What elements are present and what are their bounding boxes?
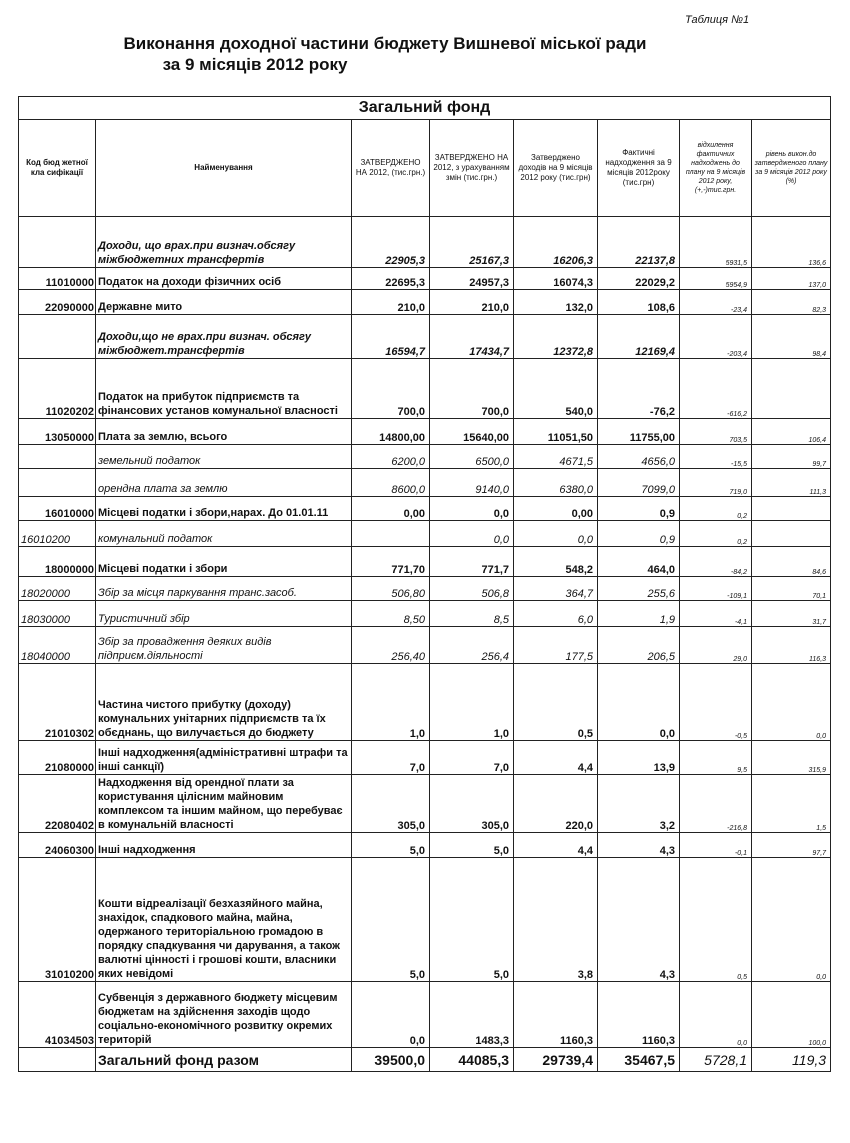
row-approved: 771,70	[352, 547, 430, 577]
row-approved-changes: 7,0	[430, 741, 514, 775]
row-level: 116,3	[752, 627, 831, 664]
row-approved-changes: 210,0	[430, 290, 514, 315]
row-actual: 464,0	[598, 547, 680, 577]
row-approved-9m: 132,0	[514, 290, 598, 315]
table-row	[19, 627, 831, 664]
table-row	[19, 217, 831, 268]
row-approved-9m: 0,0	[514, 521, 598, 547]
row-level	[752, 497, 831, 521]
row-approved-changes: 256,4	[430, 627, 514, 664]
header-level: рівень викон.до затвердженого плану за 9 місяців 2012 року (%)	[752, 120, 831, 217]
row-approved: 506,80	[352, 577, 430, 601]
row-code: 31010200	[19, 858, 96, 982]
row-approved-9m: 4671,5	[514, 445, 598, 469]
row-name: Податок на прибуток підприємств та фінансових установ комунальної власності	[96, 359, 352, 419]
row-actual: 12169,4	[598, 315, 680, 359]
row-actual: 7099,0	[598, 469, 680, 497]
row-name: Доходи,що не врах.при визнач. обсягу міжбюджет.трансфертів	[96, 315, 352, 359]
row-deviation: -0,5	[680, 664, 752, 741]
row-level: 70,1	[752, 577, 831, 601]
row-code: 11020202	[19, 359, 96, 419]
row-name: Надходження від орендної плати за користування цілісним майновим комплексом та іншим майном, що перебуває в комунальній власності	[96, 775, 352, 833]
row-code: 16010200	[19, 521, 96, 547]
row-code	[19, 315, 96, 359]
row-level: 99,7	[752, 445, 831, 469]
total-actual: 35467,5	[598, 1048, 680, 1072]
row-approved: 8,50	[352, 601, 430, 627]
row-name: Місцеві податки і збори	[96, 547, 352, 577]
row-approved-changes: 6500,0	[430, 445, 514, 469]
row-approved: 22905,3	[352, 217, 430, 268]
row-approved: 7,0	[352, 741, 430, 775]
row-approved: 0,00	[352, 497, 430, 521]
row-name: Податок на доходи фізичних осіб	[96, 268, 352, 290]
row-deviation: -203,4	[680, 315, 752, 359]
row-name: Кошти відреалізації безхазяйного майна, знахідок, спадкового майна, майна, одержаного територіальною громадою в порядку спадкування чи дарування, а також валютні цінності і грошові кошти, власники яких невідомі	[96, 858, 352, 982]
table-row	[19, 521, 831, 547]
row-deviation: 5931,5	[680, 217, 752, 268]
row-deviation: 0,2	[680, 497, 752, 521]
row-level: 82,3	[752, 290, 831, 315]
row-actual: 22137,8	[598, 217, 680, 268]
row-code: 11010000	[19, 268, 96, 290]
row-approved-changes: 0,0	[430, 521, 514, 547]
row-approved-changes: 15640,00	[430, 419, 514, 445]
header-code: Код бюд жетної кла сифікації	[19, 120, 96, 217]
table-row	[19, 445, 831, 469]
row-code: 21080000	[19, 741, 96, 775]
row-deviation: -4,1	[680, 601, 752, 627]
row-actual: 0,9	[598, 497, 680, 521]
row-name: Збір за провадження деяких видів підприєм.діяльності	[96, 627, 352, 664]
row-name: Державне мито	[96, 290, 352, 315]
row-approved: 0,0	[352, 982, 430, 1048]
row-approved: 700,0	[352, 359, 430, 419]
table-row	[19, 858, 831, 982]
row-actual: 255,6	[598, 577, 680, 601]
row-approved-changes: 24957,3	[430, 268, 514, 290]
row-approved-9m: 4,4	[514, 833, 598, 858]
header-approved-changes: ЗАТВЕРДЖЕНО НА 2012, з урахуванням змін (тис.грн.)	[430, 120, 514, 217]
row-approved-9m: 540,0	[514, 359, 598, 419]
row-name: Субвенція з державного бюджету місцевим бюджетам на здійснення заходів щодо соціально-економічного розвитку окремих територій	[96, 982, 352, 1048]
row-actual: 22029,2	[598, 268, 680, 290]
row-code	[19, 217, 96, 268]
row-level: 97,7	[752, 833, 831, 858]
row-level	[752, 359, 831, 419]
total-level: 119,3	[752, 1048, 831, 1072]
table-row	[19, 419, 831, 445]
row-name: Доходи, що врах.при визнач.обсягу міжбюджетних трансфертів	[96, 217, 352, 268]
total-approved-9m: 29739,4	[514, 1048, 598, 1072]
row-code: 24060300	[19, 833, 96, 858]
row-level: 0,0	[752, 664, 831, 741]
row-approved: 8600,0	[352, 469, 430, 497]
row-approved-9m: 0,5	[514, 664, 598, 741]
header-deviation: відхилення фактичних надходжень до плану на 9 місяців 2012 року, (+,-)тис.грн.	[680, 120, 752, 217]
row-approved-changes: 17434,7	[430, 315, 514, 359]
row-approved-changes: 9140,0	[430, 469, 514, 497]
row-deviation: -15,5	[680, 445, 752, 469]
row-approved-changes: 5,0	[430, 858, 514, 982]
row-approved-9m: 4,4	[514, 741, 598, 775]
table-row	[19, 664, 831, 741]
total-approved-changes: 44085,3	[430, 1048, 514, 1072]
row-name: земельний податок	[96, 445, 352, 469]
row-approved: 14800,00	[352, 419, 430, 445]
row-deviation: 0,5	[680, 858, 752, 982]
row-deviation: -216,8	[680, 775, 752, 833]
table-row	[19, 775, 831, 833]
header-name: Найменування	[96, 120, 352, 217]
row-name: орендна плата за землю	[96, 469, 352, 497]
row-approved	[352, 521, 430, 547]
table-row	[19, 577, 831, 601]
document-subtitle: за 9 місяців 2012 року	[162, 55, 348, 74]
row-level	[752, 521, 831, 547]
row-code: 21010302	[19, 664, 96, 741]
table-row	[19, 601, 831, 627]
row-level: 31,7	[752, 601, 831, 627]
row-approved-changes: 0,0	[430, 497, 514, 521]
row-level: 0,0	[752, 858, 831, 982]
row-approved: 6200,0	[352, 445, 430, 469]
row-approved: 305,0	[352, 775, 430, 833]
row-level: 100,0	[752, 982, 831, 1048]
row-code: 22080402	[19, 775, 96, 833]
header-row	[19, 120, 831, 217]
fund-header: Загальний фонд	[19, 97, 831, 120]
row-approved-9m: 177,5	[514, 627, 598, 664]
row-code: 16010000	[19, 497, 96, 521]
row-code	[19, 469, 96, 497]
row-code: 22090000	[19, 290, 96, 315]
row-deviation: 0,2	[680, 521, 752, 547]
row-name: комунальний податок	[96, 521, 352, 547]
row-approved-changes: 700,0	[430, 359, 514, 419]
row-actual: 1,9	[598, 601, 680, 627]
row-deviation: -616,2	[680, 359, 752, 419]
total-approved: 39500,0	[352, 1048, 430, 1072]
row-code	[19, 445, 96, 469]
row-level: 98,4	[752, 315, 831, 359]
total-name: Загальний фонд разом	[96, 1048, 352, 1072]
row-actual: 1160,3	[598, 982, 680, 1048]
row-approved-9m: 220,0	[514, 775, 598, 833]
total-row	[19, 1048, 831, 1072]
row-approved-9m: 0,00	[514, 497, 598, 521]
table-row	[19, 268, 831, 290]
row-approved-changes: 771,7	[430, 547, 514, 577]
total-code	[19, 1048, 96, 1072]
row-name: Інші надходження(адміністративні штрафи та інші санкції)	[96, 741, 352, 775]
row-approved-9m: 6380,0	[514, 469, 598, 497]
row-actual: -76,2	[598, 359, 680, 419]
table-row	[19, 315, 831, 359]
row-approved-changes: 305,0	[430, 775, 514, 833]
row-name: Місцеві податки і збори,нарах. До 01.01.11	[96, 497, 352, 521]
row-deviation: -109,1	[680, 577, 752, 601]
row-approved-9m: 364,7	[514, 577, 598, 601]
document-title: Виконання доходної частини бюджету Вишневої міської ради	[123, 34, 647, 53]
header-actual: Фактичні надходження за 9 місяців 2012року (тис.грн)	[598, 120, 680, 217]
row-actual: 0,0	[598, 664, 680, 741]
revenue-table	[18, 96, 831, 1072]
row-approved-changes: 25167,3	[430, 217, 514, 268]
row-deviation: 0,0	[680, 982, 752, 1048]
row-approved-9m: 6,0	[514, 601, 598, 627]
row-deviation: 719,0	[680, 469, 752, 497]
row-actual: 3,2	[598, 775, 680, 833]
row-approved-changes: 1483,3	[430, 982, 514, 1048]
row-name: Туристичний збір	[96, 601, 352, 627]
row-approved: 16594,7	[352, 315, 430, 359]
row-approved-changes: 8,5	[430, 601, 514, 627]
row-code: 18030000	[19, 601, 96, 627]
row-actual: 108,6	[598, 290, 680, 315]
row-approved: 1,0	[352, 664, 430, 741]
row-approved-9m: 11051,50	[514, 419, 598, 445]
header-approved: ЗАТВЕРДЖЕНО НА 2012, (тис.грн.)	[352, 120, 430, 217]
row-level: 84,6	[752, 547, 831, 577]
row-code: 18020000	[19, 577, 96, 601]
row-approved-changes: 5,0	[430, 833, 514, 858]
table-row	[19, 497, 831, 521]
row-level: 136,6	[752, 217, 831, 268]
row-code: 18040000	[19, 627, 96, 664]
row-code: 18000000	[19, 547, 96, 577]
row-code: 41034503	[19, 982, 96, 1048]
row-approved: 210,0	[352, 290, 430, 315]
row-approved-9m: 1160,3	[514, 982, 598, 1048]
table-row	[19, 982, 831, 1048]
row-name: Частина чистого прибутку (доходу) комунальних унітарних підприємств та їх обєднань, що вилучається до бюджету	[96, 664, 352, 741]
row-deviation: 5954,9	[680, 268, 752, 290]
table-row	[19, 741, 831, 775]
table-number: Таблиця №1	[685, 14, 750, 26]
row-approved: 256,40	[352, 627, 430, 664]
row-approved-9m: 16206,3	[514, 217, 598, 268]
row-actual: 13,9	[598, 741, 680, 775]
row-actual: 4,3	[598, 858, 680, 982]
row-deviation: -84,2	[680, 547, 752, 577]
row-level: 315,9	[752, 741, 831, 775]
row-code: 13050000	[19, 419, 96, 445]
row-level: 137,0	[752, 268, 831, 290]
table-row	[19, 469, 831, 497]
row-name: Збір за місця паркування транс.засоб.	[96, 577, 352, 601]
table-row	[19, 290, 831, 315]
row-deviation: 703,5	[680, 419, 752, 445]
row-deviation: -0,1	[680, 833, 752, 858]
table-row	[19, 359, 831, 419]
row-level: 111,3	[752, 469, 831, 497]
row-approved-9m: 12372,8	[514, 315, 598, 359]
table-row	[19, 547, 831, 577]
row-actual: 4656,0	[598, 445, 680, 469]
row-name: Плата за землю, всього	[96, 419, 352, 445]
table-row	[19, 833, 831, 858]
row-actual: 206,5	[598, 627, 680, 664]
row-approved-changes: 1,0	[430, 664, 514, 741]
row-approved-9m: 16074,3	[514, 268, 598, 290]
row-approved-changes: 506,8	[430, 577, 514, 601]
row-deviation: 9,5	[680, 741, 752, 775]
row-approved-9m: 3,8	[514, 858, 598, 982]
row-approved: 22695,3	[352, 268, 430, 290]
row-actual: 4,3	[598, 833, 680, 858]
header-approved-9m: Затверджено доходів на 9 місяців 2012 року (тис.грн)	[514, 120, 598, 217]
row-actual: 0,9	[598, 521, 680, 547]
row-approved: 5,0	[352, 858, 430, 982]
total-deviation: 5728,1	[680, 1048, 752, 1072]
row-actual: 11755,00	[598, 419, 680, 445]
row-level: 1,5	[752, 775, 831, 833]
row-deviation: 29,0	[680, 627, 752, 664]
row-deviation: -23,4	[680, 290, 752, 315]
row-approved: 5,0	[352, 833, 430, 858]
row-name: Інші надходження	[96, 833, 352, 858]
row-level: 106,4	[752, 419, 831, 445]
row-approved-9m: 548,2	[514, 547, 598, 577]
